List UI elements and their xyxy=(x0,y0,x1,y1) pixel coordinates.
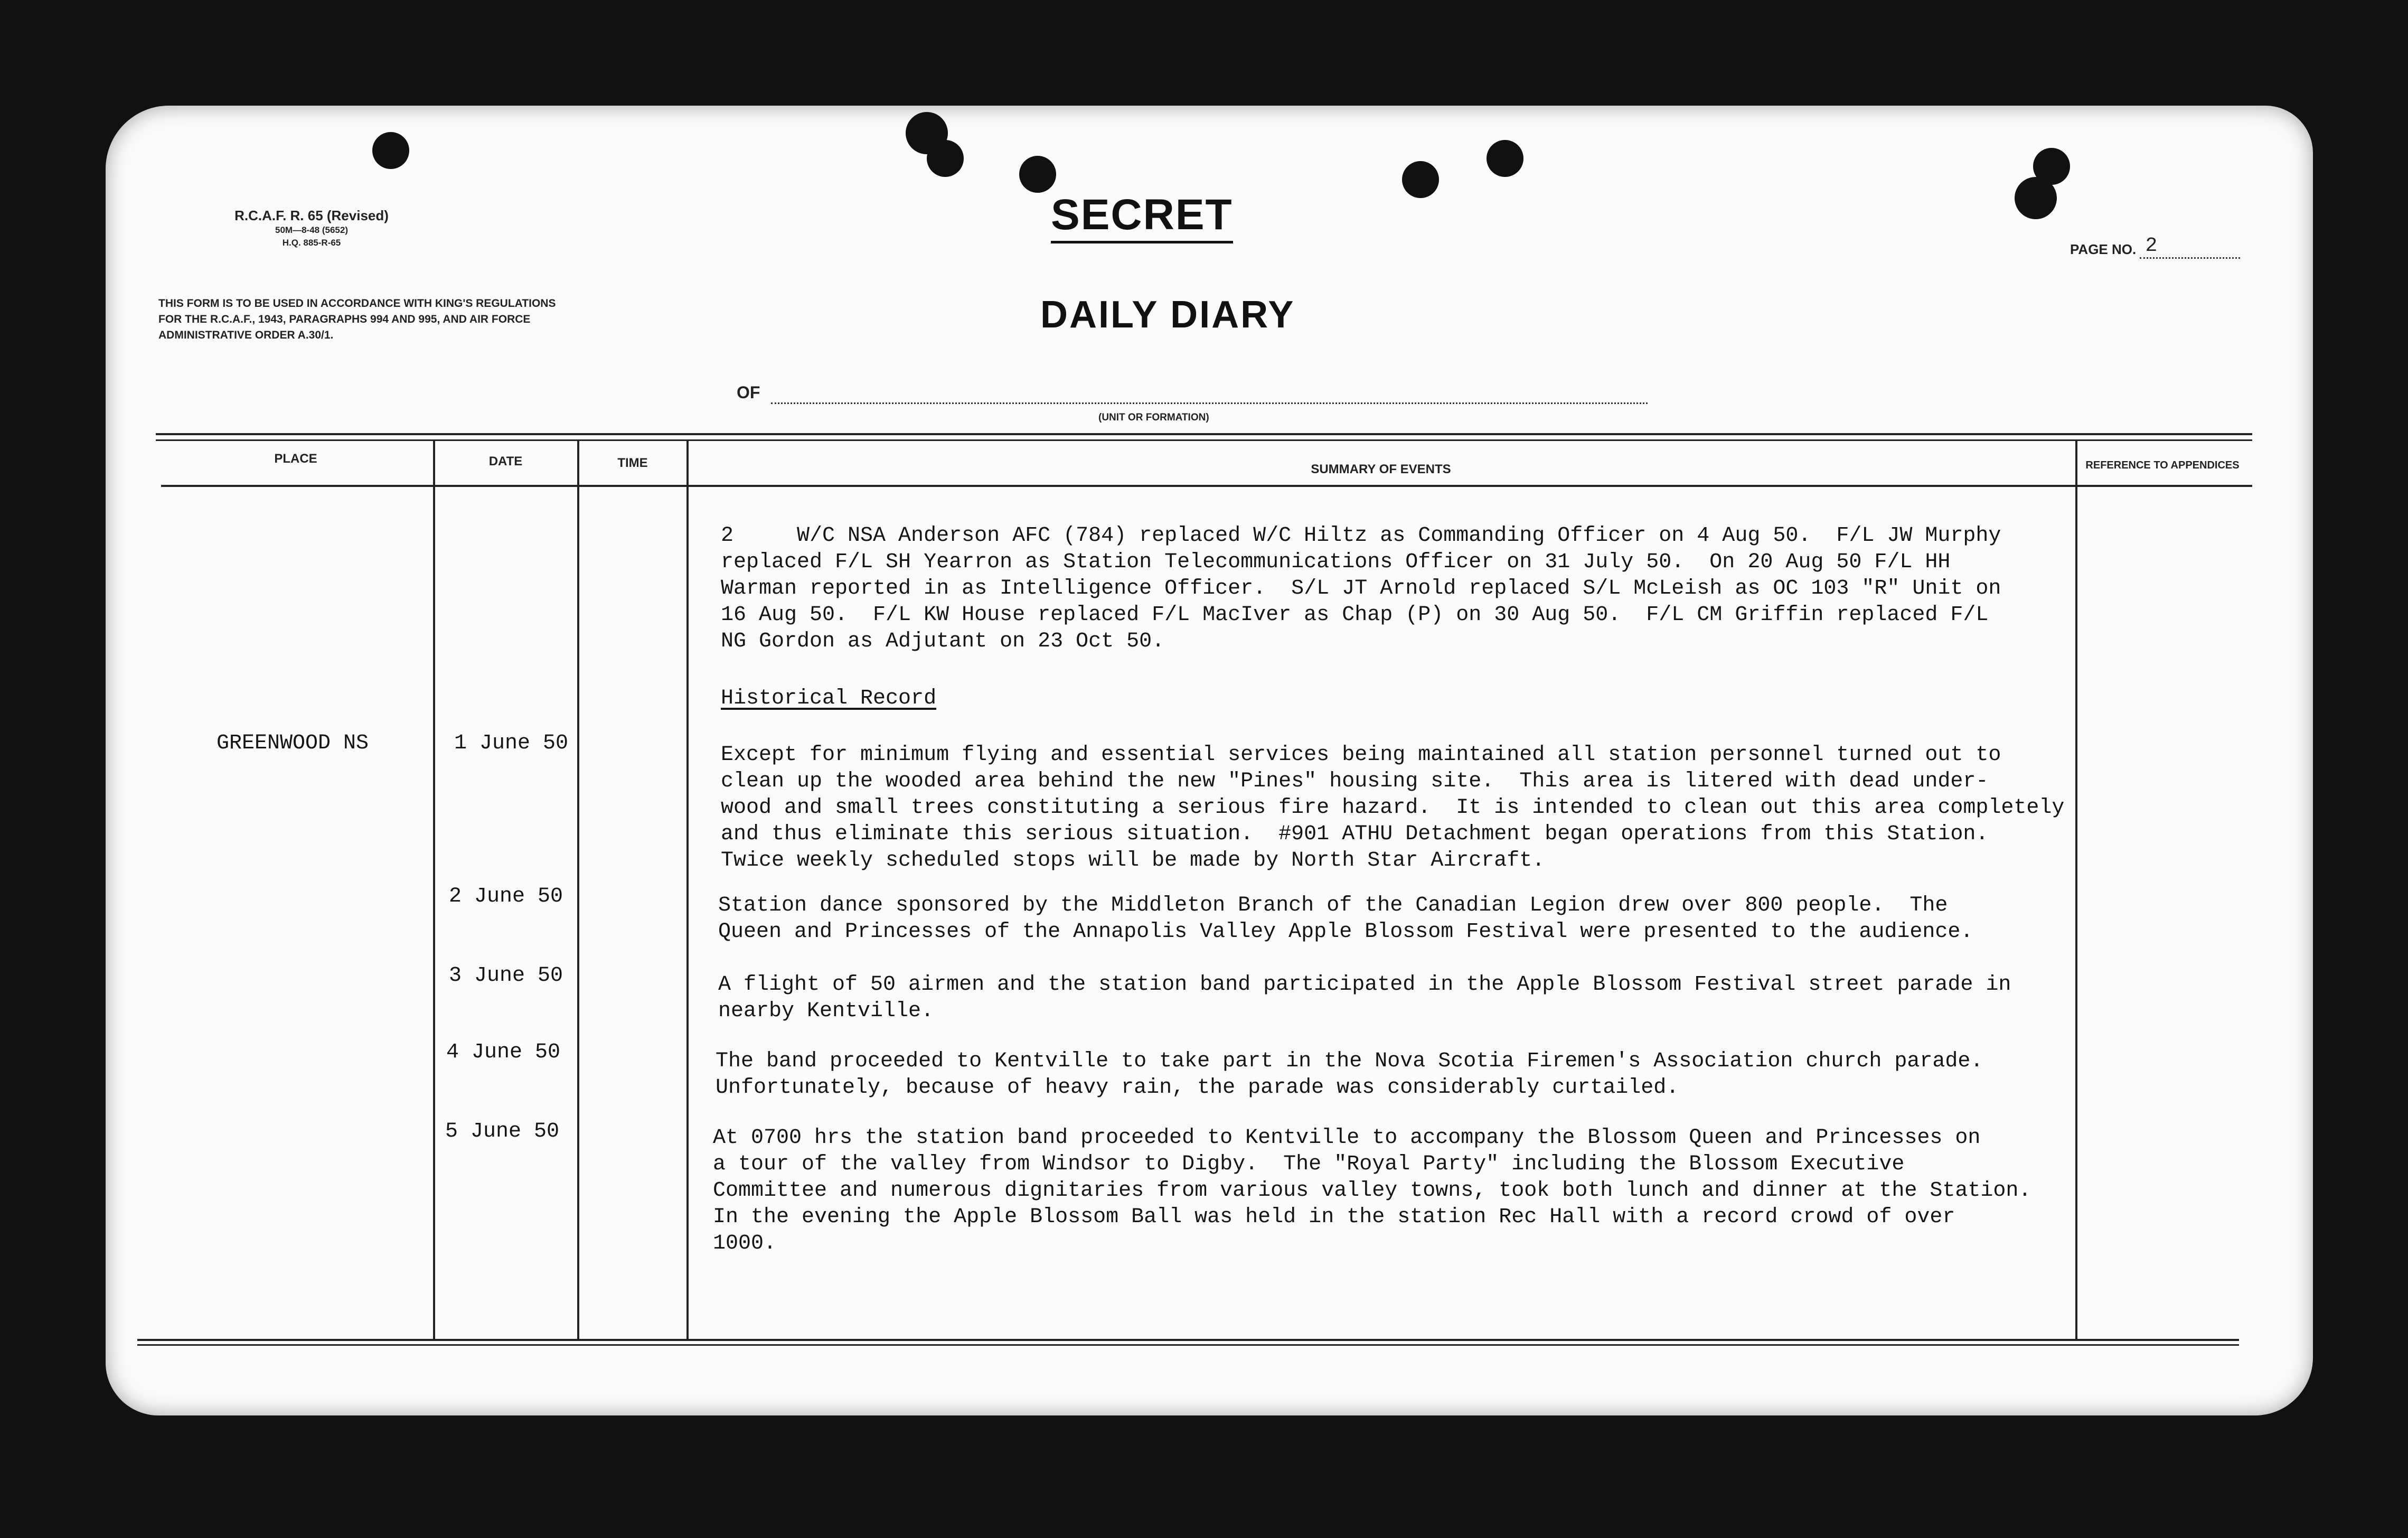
table-top-rule xyxy=(156,439,2252,441)
intro-paragraph: 2 W/C NSA Anderson AFC (784) replaced W/C Hiltz as Commanding Officer on 4 Aug 50. F/L JW Murphy replaced F/L SH Yearron as Station Telecommunications Officer on 31 July 50. On 20 Aug 50 F/L HH Warman reported in as Intelligence Officer. S/L JT Arnold replaced S/L McLeish as OC 103 "R" Unit on 16 Aug 50. F/L KW House replaced F/L MacIver as Chap (P) on 30 Aug 50. F/L CM Griffin replaced F/L NG Gordon as Adjutant on 23 Oct 50. xyxy=(721,524,2001,653)
table-bottom-rule xyxy=(137,1339,2239,1341)
unit-field-line xyxy=(771,402,1648,404)
column-header-place: PLACE xyxy=(274,452,317,466)
punch-hole xyxy=(1487,140,1523,177)
column-header-summary: SUMMARY OF EVENTS xyxy=(1311,462,1451,476)
entry-text: Except for minimum flying and essential services being maintained all station personnel turned out to clean up the wooded area behind the new "Pines" housing site. This area is litered with dead under- wood and small trees constituting a serious fire hazard. It is intended to clean out this area completely and thus eliminate this serious situation. #901 ATHU Detachment began operations from this Station. Twice weekly scheduled stops will be made by North Star Aircraft. xyxy=(721,743,2065,873)
table-bottom-rule xyxy=(137,1344,2239,1346)
punch-hole xyxy=(1402,161,1439,198)
column-divider xyxy=(433,441,435,1339)
punch-hole xyxy=(927,140,964,177)
form-number xyxy=(172,207,452,249)
entry-place: GREENWOOD NS xyxy=(217,732,369,755)
entry-text: The band proceeded to Kentville to take part in the Nova Scotia Firemen's Association church parade. Unfortunately, because of heavy rain, the parade was considerably curtailed. xyxy=(716,1049,1983,1100)
entry-text: A flight of 50 airmen and the station band participated in the Apple Blossom Festival street parade in nearby Kentville. xyxy=(718,973,2011,1023)
form-number-line: R.C.A.F. R. 65 (Revised) xyxy=(234,208,389,223)
entry-date: 2 June 50 xyxy=(449,885,563,908)
column-divider xyxy=(2075,441,2077,1339)
column-divider xyxy=(686,441,689,1339)
form-number-line: 50M—8-48 (5652) xyxy=(275,225,348,235)
classification-stamp: SECRET xyxy=(1051,190,1233,243)
page-title: DAILY DIARY xyxy=(1040,294,1295,336)
form-instructions: THIS FORM IS TO BE USED IN ACCORDANCE WITH KING'S REGULATIONS FOR THE R.C.A.F., 1943, PARAGRAPHS 994 AND 995, AND AIR FORCE ADMINISTRATIVE ORDER A.30/1. xyxy=(158,297,556,341)
column-header-reference: REFERENCE TO APPENDICES xyxy=(2085,459,2240,471)
entry-text: Station dance sponsored by the Middleton Branch of the Canadian Legion drew over 800 people. The Queen and Princesses of the Annapolis Valley Apple Blossom Festival were presented to the audience. xyxy=(718,894,1973,944)
header-bottom-rule xyxy=(161,485,2252,487)
entry-text: At 0700 hrs the station band proceeded to Kentville to accompany the Blossom Queen and Princesses on a tour of the valley from Windsor to Digby. The "Royal Party" including the Blossom Executive Committee and numerous dignitaries from various valley towns, took both lunch and dinner at the Station. In the evening the Apple Blossom Ball was held in the station Rec Hall with a record crowd of over 1000. xyxy=(713,1126,2031,1255)
entry-date: 5 June 50 xyxy=(445,1120,560,1143)
column-header-date: DATE xyxy=(488,454,523,468)
form-number-line: H.Q. 885-R-65 xyxy=(282,238,341,248)
page-number xyxy=(2070,235,2240,262)
entry-date: 4 June 50 xyxy=(446,1040,561,1064)
entry-date: 1 June 50 xyxy=(454,732,569,755)
section-heading: Historical Record xyxy=(721,687,937,710)
punch-hole xyxy=(2015,177,2057,219)
punch-hole xyxy=(372,132,409,169)
diary-page xyxy=(106,106,2313,1415)
punch-hole xyxy=(1019,156,1056,193)
table-top-rule xyxy=(156,433,2252,435)
page-number-label: PAGE NO. xyxy=(2070,241,2137,257)
column-header-time: TIME xyxy=(617,456,648,470)
of-label: OF xyxy=(737,383,760,402)
unit-label: (UNIT OR FORMATION) xyxy=(1098,412,1209,423)
column-divider xyxy=(577,441,579,1339)
entry-date: 3 June 50 xyxy=(449,964,563,988)
page-number-value: 2 xyxy=(2140,235,2240,259)
